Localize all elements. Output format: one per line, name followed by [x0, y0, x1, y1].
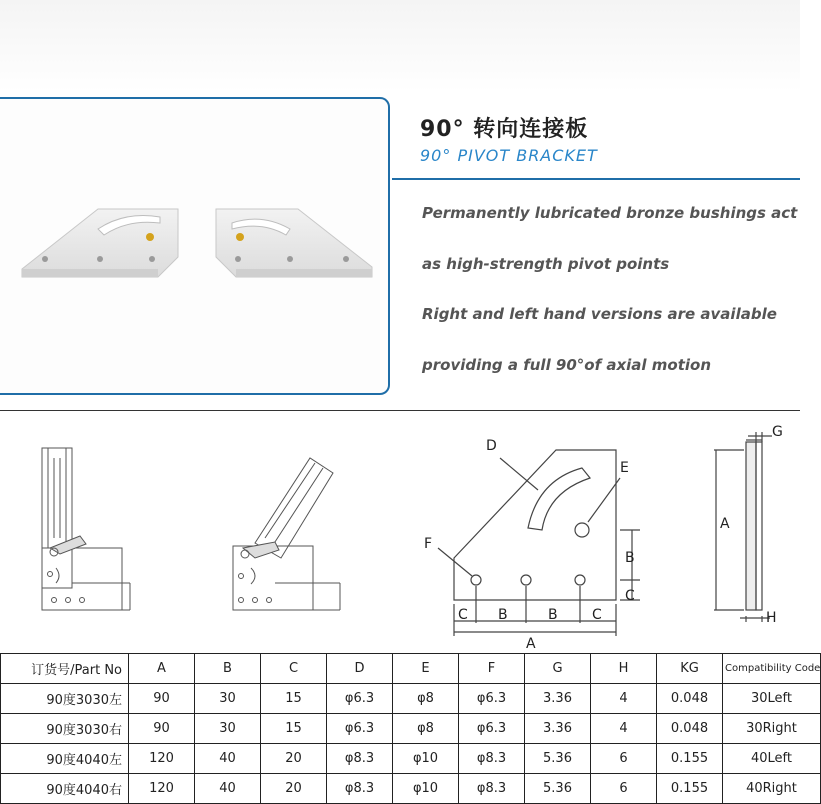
- table-cell: 0.155: [657, 774, 723, 804]
- table-cell: 20: [261, 774, 327, 804]
- right-bracket-image: [216, 209, 372, 277]
- left-bracket-image: [22, 209, 178, 277]
- table-cell: 20: [261, 744, 327, 774]
- arc-slot: [528, 468, 590, 530]
- table-cell: 90: [129, 714, 195, 744]
- header-F: F: [459, 654, 525, 684]
- table-cell: 30Right: [723, 714, 821, 744]
- side-view-drawing: [700, 418, 800, 628]
- table-cell: φ6.3: [459, 714, 525, 744]
- table-cell: φ8: [393, 714, 459, 744]
- table-cell: 90: [129, 684, 195, 714]
- label-F: F: [424, 536, 433, 552]
- cell-part-no: 90度4040右: [1, 774, 129, 804]
- pivot-hole: [575, 523, 589, 537]
- table-cell: 6: [591, 774, 657, 804]
- table-cell: 30Left: [723, 684, 821, 714]
- table-cell: 120: [129, 774, 195, 804]
- label-C-bottom-left: C: [458, 607, 468, 623]
- table-cell: 15: [261, 714, 327, 744]
- table-cell: 30: [195, 684, 261, 714]
- label-B-right: B: [625, 550, 635, 566]
- top-background: [0, 0, 800, 92]
- table-cell: 4: [591, 684, 657, 714]
- table-cell: 6: [591, 744, 657, 774]
- table-cell: 30: [195, 714, 261, 744]
- table-cell: 4: [591, 714, 657, 744]
- table-cell: φ8.3: [327, 744, 393, 774]
- table-cell: 5.36: [525, 774, 591, 804]
- label-B-bottom-left: B: [498, 607, 508, 623]
- header-D: D: [327, 654, 393, 684]
- table-cell: φ8: [393, 684, 459, 714]
- table-cell: 15: [261, 684, 327, 714]
- product-photo: [0, 99, 388, 393]
- label-D: D: [486, 438, 497, 454]
- label-C-right: C: [625, 588, 635, 604]
- label-C-bottom-right: C: [592, 607, 602, 623]
- label-H: H: [766, 610, 777, 626]
- table-cell: 120: [129, 744, 195, 774]
- table-cell: 3.36: [525, 684, 591, 714]
- header-G: G: [525, 654, 591, 684]
- spec-table: [0, 653, 821, 804]
- table-cell: 40: [195, 744, 261, 774]
- table-cell: φ8.3: [459, 774, 525, 804]
- assembly-drawing-straight: [20, 418, 140, 618]
- header-C: C: [261, 654, 327, 684]
- table-cell: φ6.3: [459, 684, 525, 714]
- table-cell: φ10: [393, 774, 459, 804]
- header-KG: KG: [657, 654, 723, 684]
- table-cell: 0.048: [657, 714, 723, 744]
- label-E: E: [620, 460, 629, 476]
- table-row: [1, 684, 821, 714]
- label-B-bottom-right: B: [548, 607, 558, 623]
- table-cell: φ6.3: [327, 684, 393, 714]
- label-G: G: [772, 424, 783, 440]
- table-cell: 40Right: [723, 774, 821, 804]
- table-cell: 5.36: [525, 744, 591, 774]
- label-A-bottom: A: [526, 636, 536, 652]
- plate-outline: [454, 450, 616, 600]
- table-cell: φ8.3: [459, 744, 525, 774]
- product-photo-frame: [0, 97, 390, 395]
- header-A: A: [129, 654, 195, 684]
- cell-part-no: 90度3030左: [1, 684, 129, 714]
- header-compat: Compatibility Code: [723, 654, 821, 684]
- title-english: 90° PIVOT BRACKET: [420, 146, 598, 165]
- table-cell: φ10: [393, 744, 459, 774]
- table-row: [1, 774, 821, 804]
- label-A-side: A: [720, 516, 730, 532]
- cell-part-no: 90度3030右: [1, 714, 129, 744]
- title-divider: [392, 178, 800, 180]
- description-line-1: Permanently lubricated bronze bushings act: [422, 204, 798, 222]
- header-H: H: [591, 654, 657, 684]
- table-cell: 0.048: [657, 684, 723, 714]
- description-line-2: as high-strength pivot points: [422, 255, 670, 273]
- cell-part-no: 90度4040左: [1, 744, 129, 774]
- table-cell: 3.36: [525, 714, 591, 744]
- section-divider: [0, 410, 800, 411]
- table-cell: φ6.3: [327, 714, 393, 744]
- header-part-no: 订货号/Part No: [1, 654, 129, 684]
- table-row: [1, 744, 821, 774]
- table-header-row: [1, 654, 821, 684]
- header-E: E: [393, 654, 459, 684]
- assembly-drawing-angled: [215, 418, 345, 618]
- header-B: B: [195, 654, 261, 684]
- table-cell: φ8.3: [327, 774, 393, 804]
- description-line-3: Right and left hand versions are available: [422, 305, 777, 323]
- table-cell: 40: [195, 774, 261, 804]
- table-cell: 40Left: [723, 744, 821, 774]
- table-row: [1, 714, 821, 744]
- dimension-drawing-plate: [420, 418, 640, 652]
- description-line-4: providing a full 90°of axial motion: [422, 356, 712, 374]
- title-chinese: 90° 转向连接板: [420, 117, 589, 142]
- table-cell: 0.155: [657, 744, 723, 774]
